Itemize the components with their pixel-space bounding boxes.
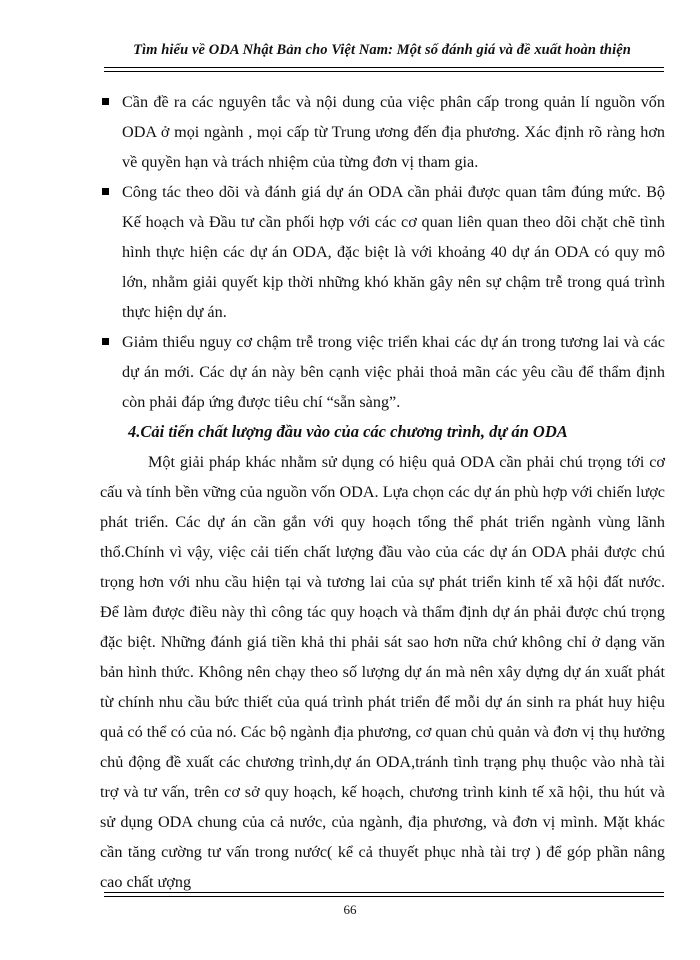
section-heading: 4.Cải tiến chất lượng đầu vào của các chương trình, dự án ODA (128, 422, 568, 441)
header-rule-bottom (104, 71, 664, 72)
bullet-item (100, 87, 665, 177)
page-number: 66 (343, 902, 357, 917)
bullet-item (100, 327, 665, 417)
footer-rule-top (104, 892, 664, 893)
square-bullet-icon (102, 98, 109, 105)
header-rule-top (104, 67, 664, 68)
body-paragraph: Một giải pháp khác nhằm sử dụng có hiệu quả ODA cần phải chú trọng tới cơ cấu và tính bền vững của nguồn vốn ODA. Lựa chọn các dự án phù hợp với chiến lược phát triển. Các dự án cần gắn với quy hoạch tổng thể phát triển ngành vùng lãnh thổ.Chính vì vậy, việc cải tiến chất lượng đầu vào của các dự án ODA phải được chú trọng hơn với nhu cầu hiện tại và tương lai của sự phát triển kinh tế xã hội đất nước. Để làm được điều này thì công tác quy hoạch và thẩm định dự án phải được chú trọng đặc biệt. Những đánh giá tiền khả thi phải sát sao hơn nữa chứ không chỉ ở dạng văn bản hình thức. Không nên chạy theo số lượng dự án mà nên xây dựng dự án xuất phát từ chính nhu cầu bức thiết của quá trình phát triển để mỗi dự án sinh ra phát huy hiệu quả có thể có của nó. Các bộ ngành địa phương, cơ quan chủ quản và đơn vị thụ hưởng chủ động đề xuất các chương trình,dự án ODA,tránh tình trạng phụ thuộc vào nhà tài trợ và tư vấn, trên cơ sở quy hoạch, kế hoạch, chương trình kinh tế xã hội, thu hút và sử dụng ODA chung của cả nước, của ngành, địa phương, và đơn vị mình. Mặt khác cần tăng cường tư vấn trong nước( kể cả thuyết phục nhà tài trợ ) để góp phần nâng cao chất ượng (100, 453, 665, 891)
bullet-text: Công tác theo dõi và đánh giá dự án ODA cần phải được quan tâm đúng mức. Bộ Kế hoạch và Đầu tư cần phối hợp với các cơ quan liên quan theo dõi chặt chẽ tình hình thực hiện các dự án ODA, đặc biệt là với khoảng 40 dự án ODA có quy mô lớn, nhằm giải quyết kịp thời những khó khăn gây nên sự chậm trễ trong quá trình thực hiện dự án. (122, 183, 665, 321)
running-header: Tìm hiểu về ODA Nhật Bản cho Việt Nam: Một số đánh giá và đề xuất hoàn thiện (133, 42, 631, 58)
square-bullet-icon (102, 338, 109, 345)
body-text (100, 87, 665, 897)
bullet-text: Giảm thiểu nguy cơ chậm trễ trong việc triển khai các dự án trong tương lai và các dự án mới. Các dự án này bên cạnh việc phải thoả mãn các yêu cầu để thẩm định còn phải đáp ứng được tiêu chí “sẵn sàng”. (122, 333, 665, 411)
footer-rule-bottom (104, 896, 664, 897)
bullet-item (100, 177, 665, 327)
square-bullet-icon (102, 188, 109, 195)
bullet-text: Cần đề ra các nguyên tắc và nội dung của việc phân cấp trong quản lí nguồn vốn ODA ở mọi ngành , mọi cấp từ Trung ương đến địa phương. Xác định rõ ràng hơn về quyền hạn và trách nhiệm của từng đơn vị tham gia. (122, 93, 665, 171)
